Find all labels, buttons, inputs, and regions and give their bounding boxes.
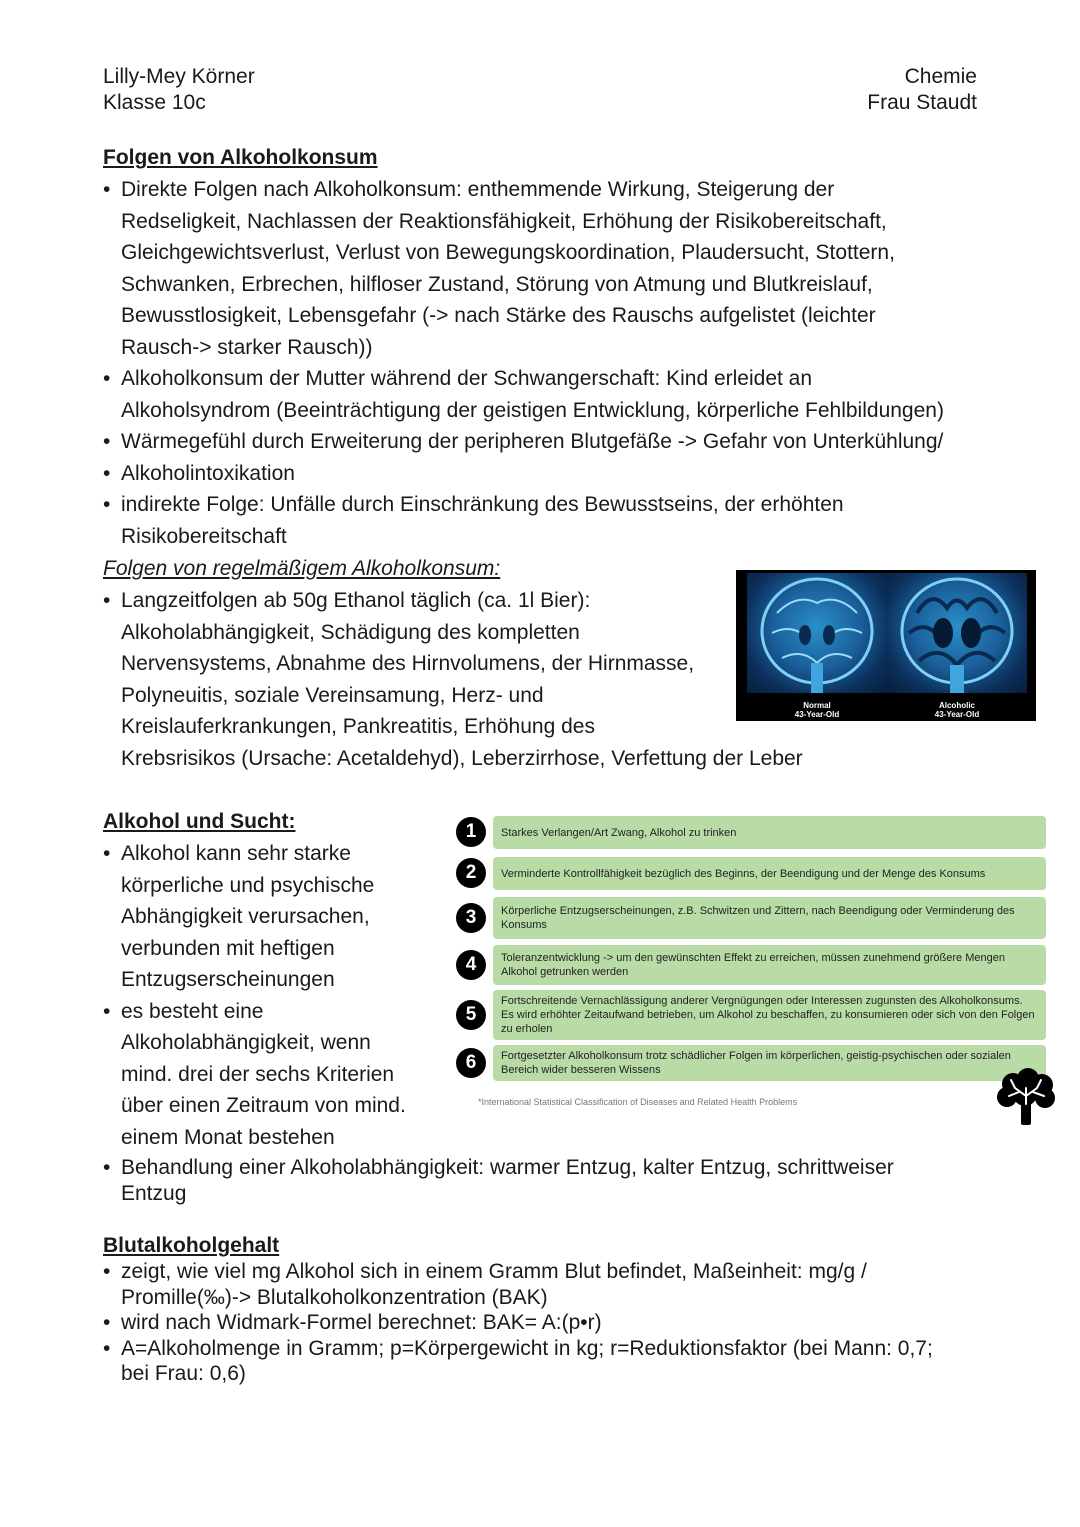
criterion-number: 3 [456, 903, 486, 933]
list-item: • Alkohol kann sehr starke körperliche und psychische Abhängigkeit verursachen, verbunden mit heftigen Entzugserscheinungen [103, 838, 443, 996]
list-item: • es besteht eine Alkoholabhängigkeit, wenn mind. drei der sechs Kriterien über einen Zeitraum von mind. einem Monat bestehen [103, 996, 443, 1154]
subject-label: Chemie [904, 65, 977, 88]
criterion-text: Körperliche Entzugserscheinungen, z.B. Schwitzen und Zittern, nach Beendigung oder Verminderung des Konsums [493, 897, 1046, 939]
criterion-text: Fortgesetzter Alkoholkonsum trotz schädlicher Folgen im körperlichen, geistig-psychischen oder sozialen Bereich wider besseren Wissens [493, 1045, 1046, 1081]
sucht-list [103, 838, 443, 1153]
section-title-regelmaessig: Folgen von regelmäßigem Alkoholkonsum: [103, 557, 501, 580]
criterion-number: 6 [456, 1048, 486, 1078]
criterion-number: 5 [456, 1000, 486, 1030]
criteria-footnote: *International Statistical Classification of Diseases and Related Health Problems [478, 1097, 798, 1107]
criterion-number: 4 [456, 950, 486, 980]
criterion-row [456, 945, 1046, 985]
section-sucht [103, 806, 443, 1153]
list-item: • A=Alkoholmenge in Gramm; p=Körpergewicht in kg; r=Reduktionsfaktor (bei Mann: 0,7; bei Frau: 0,6) [103, 1336, 1003, 1387]
scan-label-alcoholic: Alcoholic 43-Year-Old [934, 701, 980, 719]
brain-scan-image [736, 570, 1036, 721]
scan-label-normal: Normal 43-Year-Old [794, 701, 840, 719]
list-item: • Behandlung einer Alkoholabhängigkeit: warmer Entzug, kalter Entzug, schrittweiser Entzug [103, 1155, 1003, 1206]
list-item: • zeigt, wie viel mg Alkohol sich in einem Gramm Blut befindet, Maßeinheit: mg/g / Promille(‰)-> Blutalkoholkonzentration (BAK) [103, 1259, 1003, 1310]
list-item: • Langzeitfolgen ab 50g Ethanol täglich (ca. 1l Bier): Alkoholabhängigkeit, Schädigung des kompletten Nervensystems, Abnahme des Hirnvolumens, der Hirnmasse, Polyneuitis, soziale Vereinsamung, Herz- und Kreislauferkrankungen, Pankreatitis, Erhöhung des Krebsrisikos (Ursache: Acetaldehyd), Leberzirrhose, Verfettung der Leber [103, 585, 903, 774]
list-item: • indirekte Folge: Unfälle durch Einschränkung des Bewusstseins, der erhöhten Risikobereitschaft [103, 489, 1003, 552]
section-title-folgen: Folgen von Alkoholkonsum [103, 146, 378, 169]
brain-scan-normal [747, 573, 887, 693]
list-item: • wird nach Widmark-Formel berechnet: BAK= A:(p•r) [103, 1310, 1003, 1336]
section-title-blutalkohol: Blutalkoholgehalt [103, 1234, 280, 1257]
class-label: Klasse 10c [103, 91, 206, 114]
criterion-row [456, 990, 1046, 1040]
criterion-row [456, 857, 1046, 890]
criterion-text: Toleranzentwicklung -> um den gewünschten Effekt zu erreichen, müssen zunehmend größere Mengen Alkohol getrunken werden [493, 945, 1046, 985]
criterion-text: Fortschreitende Vernachlässigung anderer Vergnügungen oder Interessen zugunsten des Alkoholkonsums. Es wird erhöhter Zeitaufwand betrieben, um Alkohol zu beschaffen, zu konsumieren oder sich von den Folgen zu erholen [493, 990, 1046, 1040]
blutalkohol-list [103, 1259, 1003, 1387]
brain-icon [995, 1068, 1057, 1126]
criterion-row [456, 816, 1046, 849]
section-folgen [103, 142, 1003, 552]
list-item: • Direkte Folgen nach Alkoholkonsum: enthemmende Wirkung, Steigerung der Redseligkeit, Nachlassen der Reaktionsfähigkeit, Erhöhung der Risikobereitschaft, Gleichgewichtsverlust, Verlust von Bewegungskoordination, Plaudersucht, Stottern, Schwanken, Erbrechen, hilfloser Zustand, Störung von Atmung und Blutkreislauf, Bewusstlosigkeit, Lebensgefahr (-> nach Stärke des Rauschs aufgelistet (leichter Rausch-> starker Rausch)) [103, 174, 1003, 363]
list-item: • Alkoholkonsum der Mutter während der Schwangerschaft: Kind erleidet an Alkoholsyndrom (Beeinträchtigung der geistigen Entwicklung, körperliche Fehlbildungen) [103, 363, 1003, 426]
list-item: • Wärmegefühl durch Erweiterung der peripheren Blutgefäße -> Gefahr von Unterkühlung/ [103, 426, 1003, 458]
brain-scan-alcoholic [887, 573, 1027, 693]
section-title-sucht: Alkohol und Sucht: [103, 810, 296, 833]
header-left [103, 64, 255, 116]
criterion-number: 2 [456, 858, 486, 888]
criterion-text: Starkes Verlangen/Art Zwang, Alkohol zu trinken [493, 816, 1046, 849]
sucht-treatment [103, 1155, 1003, 1206]
criterion-number: 1 [456, 817, 486, 847]
author-name: Lilly-Mey Körner [103, 65, 255, 88]
section-blutalkohol [103, 1233, 1003, 1387]
folgen-list [103, 174, 1003, 552]
criterion-row [456, 897, 1046, 939]
header-right [867, 64, 977, 116]
teacher-name: Frau Staudt [867, 91, 977, 114]
criterion-row [456, 1045, 1046, 1081]
list-item: • Alkoholintoxikation [103, 458, 1003, 490]
criterion-text: Verminderte Kontrollfähigkeit bezüglich des Beginns, der Beendigung und der Menge des Konsums [493, 857, 1046, 890]
